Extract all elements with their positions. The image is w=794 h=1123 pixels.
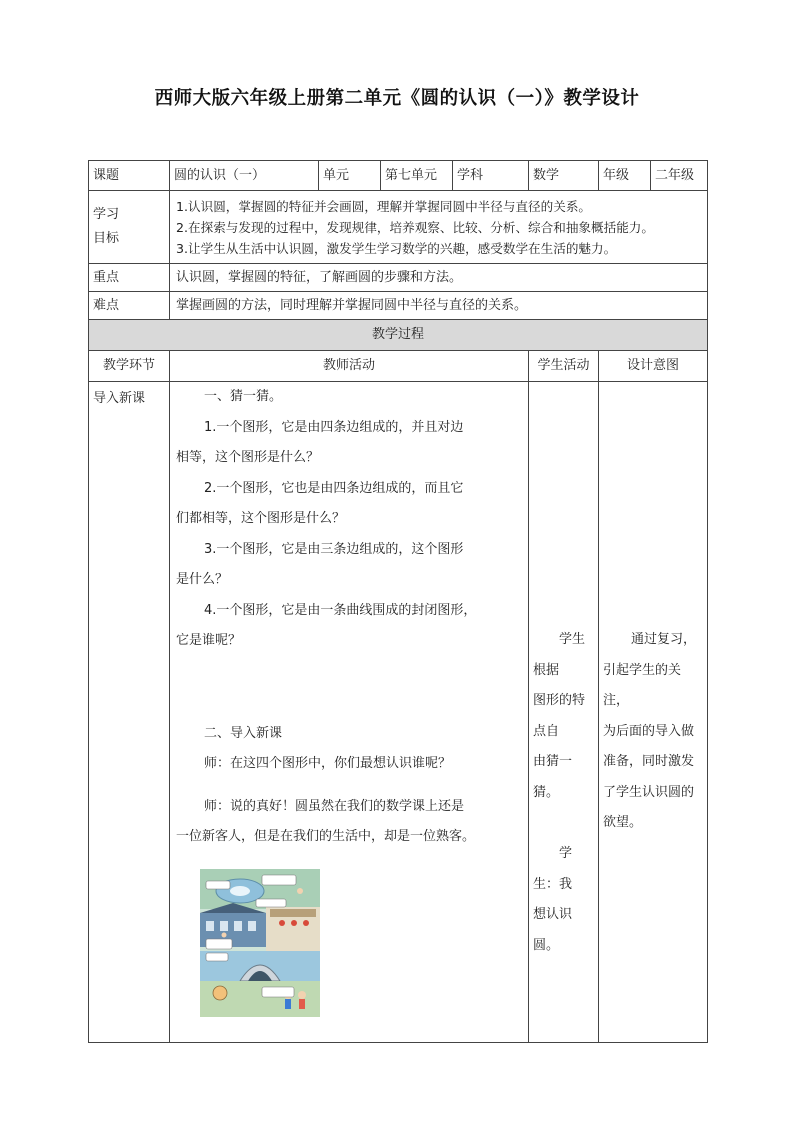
teacher-section-intro: 二、导入新课 [204,725,283,741]
stage-cell: 导入新课 [89,382,170,1043]
goals-list [170,191,708,264]
unit-value: 第七单元 [381,161,453,191]
design-intent-line: 欲望。 [603,815,643,830]
campus-illustration [200,869,320,1017]
unit-label: 单元 [319,161,381,191]
topic-label: 课题 [89,161,170,191]
col-student-header: 学生活动 [529,351,599,382]
teacher-question-cont: 它是谁呢？ [176,633,242,648]
difficulty-label: 难点 [89,292,170,320]
process-row-intro [89,382,708,1043]
teacher-question: 2.一个图形，它也是由四条边组成的，而且它 [204,480,464,496]
design-intent-line: 了学生认识圆的 [603,784,695,800]
process-banner-row [89,320,708,351]
design-intent-line: 通过复习， [631,632,697,647]
student-activity-line: 学生：我 [533,846,573,892]
col-teacher-header: 教师活动 [170,351,529,382]
key-point-text: 认识圆，掌握圆的特征，了解画圆的步骤和方法。 [170,264,708,292]
subject-value: 数学 [529,161,599,191]
teacher-question-cont: 们都相等，这个图形是什么？ [176,511,346,526]
difficulty-row [89,292,708,320]
student-activity-line: 学生根据 [533,632,586,678]
teacher-speech: 师：在这四个图形中，你们最想认识谁呢？ [204,756,452,771]
goal-item: 3.让学生从生活中认识圆，激发学生学习数学的兴趣，感受数学在生活的魅力。 [176,240,617,256]
process-banner: 教学过程 [89,320,708,351]
student-activity-line: 由猜一猜。 [533,754,573,800]
col-intent-header: 设计意图 [599,351,708,382]
key-point-label: 重点 [89,264,170,292]
teacher-question: 3.一个图形，它是由三条边组成的，这个图形 [204,541,464,557]
teacher-question-cont: 相等，这个图形是什么？ [176,450,320,465]
goal-item: 2.在探索与发现的过程中，发现规律，培养观察、比较、分析、综合和抽象概括能力。 [176,219,654,235]
teacher-question-cont: 是什么？ [176,572,229,587]
design-intent-cell [599,382,708,1043]
teacher-activity-cell [170,382,529,1043]
process-column-header-row [89,351,708,382]
grade-value: 二年级 [651,161,708,191]
header-row [89,161,708,191]
lesson-plan-table [88,160,708,1043]
goals-row [89,191,708,264]
difficulty-text: 掌握画圆的方法，同时理解并掌握同圆中半径与直径的关系。 [170,292,708,320]
student-activity-line: 想认识圆。 [533,907,573,953]
design-intent-line: 为后面的导入做 [603,723,695,739]
teacher-question: 1.一个图形，它是由四条边组成的，并且对边 [204,419,464,435]
teacher-section-guess: 一、猜一猜。 [204,389,283,404]
student-activity-cell [529,382,599,1043]
goal-item: 1.认识圆，掌握圆的特征并会画圆，理解并掌握同圆中半径与直径的关系。 [176,198,592,214]
subject-label: 学科 [453,161,529,191]
goals-label: 学习 目标 [89,191,170,264]
design-intent-line: 准备，同时激发 [603,754,695,769]
design-intent-line: 引起学生的关注， [603,662,682,708]
teacher-speech-cont: 一位新客人，但是在我们的生活中，却是一位熟客。 [176,829,476,844]
key-point-row [89,264,708,292]
topic-value: 圆的认识（一） [170,161,319,191]
document-title: 西师大版六年级上册第二单元《圆的认识（一）》教学设计 [154,88,640,109]
col-stage-header: 教学环节 [89,351,170,382]
teacher-question: 4.一个图形，它是由一条曲线围成的封闭图形， [204,602,477,618]
teacher-speech: 师：说的真好！圆虽然在我们的数学课上还是 [204,798,465,814]
student-activity-line: 图形的特点自 [533,693,586,739]
grade-label: 年级 [599,161,651,191]
